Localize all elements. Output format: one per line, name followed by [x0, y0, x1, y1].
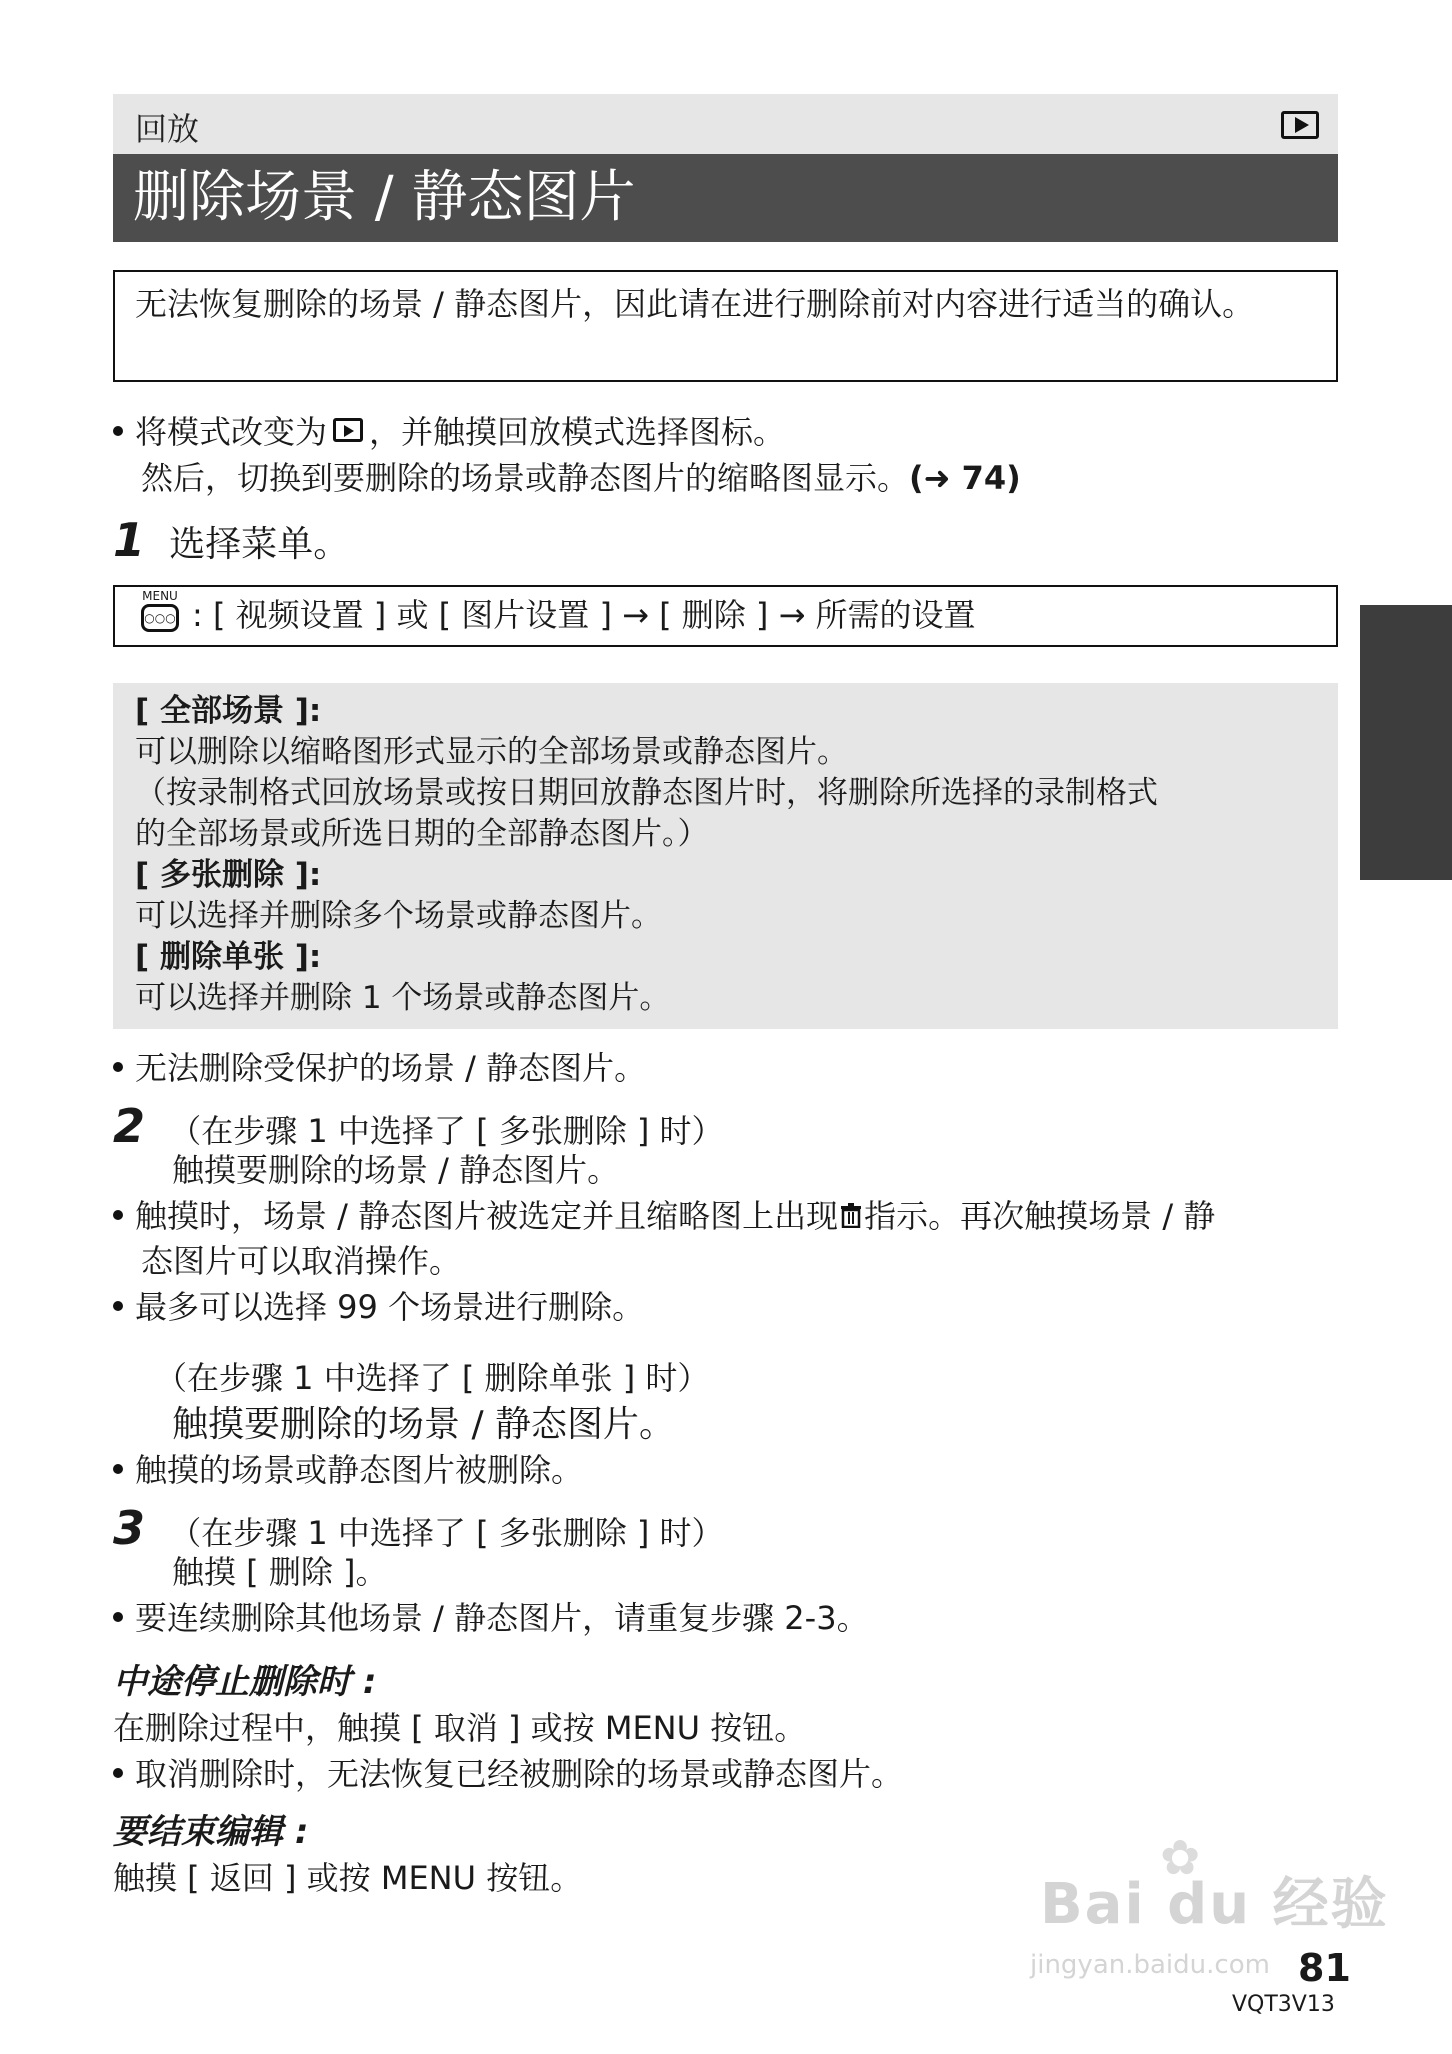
step-2-bullet3-text: 触摸的场景或静态图片被删除。 — [135, 1451, 584, 1489]
step-1 — [113, 512, 349, 573]
option-desc: 可以选择并删除多个场景或静态图片。 — [135, 898, 662, 934]
bullet-icon — [113, 1464, 123, 1474]
page-number: 81 — [1298, 1946, 1351, 1990]
cancel-bullet-text: 取消删除时，无法恢复已经被删除的场景或静态图片。 — [135, 1755, 904, 1793]
step-3-action: 触摸 [ 删除 ]。 — [172, 1553, 388, 1591]
menu-caption: MENU — [142, 589, 178, 603]
cancel-bullet — [113, 1754, 903, 1794]
option-desc: 可以删除以缩略图形式显示的全部场景或静态图片。 — [135, 734, 848, 770]
bullet-icon — [113, 1301, 123, 1311]
menu-path: : [ 视频设置 ] 或 [ 图片设置 ] → [ 删除 ] → 所需的设置 — [192, 596, 976, 634]
intro-bullet — [113, 412, 785, 452]
step-2-bullet2 — [113, 1287, 644, 1327]
trash-icon — [840, 1202, 862, 1228]
step-2-bullet2-text: 最多可以选择 99 个场景进行删除。 — [135, 1288, 645, 1326]
protected-note — [113, 1048, 646, 1088]
playback-mode-icon — [1281, 111, 1319, 139]
step-2-bullet-pre: 触摸时，场景 / 静态图片被选定并且缩略图上出现 — [135, 1197, 839, 1235]
intro-line2 — [141, 458, 1021, 498]
step-1-text: 选择菜单。 — [169, 524, 350, 565]
intro-text-post: ，并触摸回放模式选择图标。 — [369, 413, 786, 451]
step-2-condition: （在步骤 1 中选择了 [ 多张删除 ] 时） — [169, 1112, 724, 1150]
watermark-brand: Bai du 经验 — [1040, 1872, 1389, 1937]
option-title-all: [ 全部场景 ]: — [135, 693, 322, 729]
step-3-bullet — [113, 1598, 869, 1638]
step-number: 3 — [113, 1501, 146, 1555]
paw-logo-icon: ✿ — [1160, 1830, 1201, 1886]
option-desc: 可以选择并删除 1 个场景或静态图片。 — [135, 980, 671, 1016]
bullet-icon — [113, 1062, 123, 1072]
step-2-bullet3 — [113, 1450, 583, 1490]
intro-text-pre: 将模式改变为 — [135, 413, 328, 451]
step-3-bullet-text: 要连续删除其他场景 / 静态图片，请重复步骤 2-3。 — [135, 1599, 869, 1637]
step-3-condition: （在步骤 1 中选择了 [ 多张删除 ] 时） — [169, 1514, 724, 1552]
doc-code: VQT3V13 — [1232, 1992, 1335, 2017]
watermark-url: jingyan.baidu.com — [1030, 1950, 1270, 1980]
play-mode-icon — [333, 418, 363, 442]
step-number: 1 — [113, 513, 146, 567]
step-2-bullet-post: 指示。再次触摸场景 / 静 — [864, 1197, 1216, 1235]
option-title-multi: [ 多张删除 ]: — [135, 857, 322, 893]
intro-line2-text: 然后，切换到要删除的场景或静态图片的缩略图显示。 — [141, 459, 910, 497]
bullet-icon — [113, 426, 123, 436]
protected-note-text: 无法删除受保护的场景 / 静态图片。 — [135, 1049, 647, 1087]
menu-dots: ○○○ — [141, 604, 179, 632]
bullet-icon — [113, 1210, 123, 1220]
side-tab — [1360, 605, 1452, 880]
step-2-action-single: 触摸要删除的场景 / 静态图片。 — [172, 1404, 676, 1445]
cancel-text: 在删除过程中，触摸 [ 取消 ] 或按 MENU 按钮。 — [113, 1709, 807, 1747]
finish-text: 触摸 [ 返回 ] 或按 MENU 按钮。 — [113, 1859, 583, 1897]
bullet-icon — [113, 1612, 123, 1622]
step-number: 2 — [113, 1099, 146, 1153]
intro-page-ref: (➜ 74) — [909, 459, 1021, 497]
option-desc: （按录制格式回放场景或按日期回放静态图片时，将删除所选择的录制格式 — [135, 775, 1158, 811]
page-title: 删除场景 / 静态图片 — [133, 165, 636, 230]
step-2-condition-single: （在步骤 1 中选择了 [ 删除单张 ] 时） — [155, 1359, 710, 1397]
step-2-bullet-line2: 态图片可以取消操作。 — [141, 1242, 462, 1280]
section-bar — [113, 94, 1338, 154]
section-label: 回放 — [135, 110, 200, 148]
option-title-single: [ 删除单张 ]: — [135, 939, 322, 975]
step-2-bullet — [113, 1196, 1215, 1236]
finish-heading: 要结束编辑 : — [113, 1812, 309, 1852]
warning-text: 无法恢复删除的场景 / 静态图片，因此请在进行删除前对内容进行适当的确认。 — [135, 285, 1255, 323]
bullet-icon — [113, 1768, 123, 1778]
option-desc: 的全部场景或所选日期的全部静态图片。） — [135, 816, 709, 852]
menu-button-icon — [135, 590, 185, 642]
step-2-action: 触摸要删除的场景 / 静态图片。 — [172, 1151, 620, 1189]
cancel-heading: 中途停止删除时 : — [113, 1662, 377, 1702]
